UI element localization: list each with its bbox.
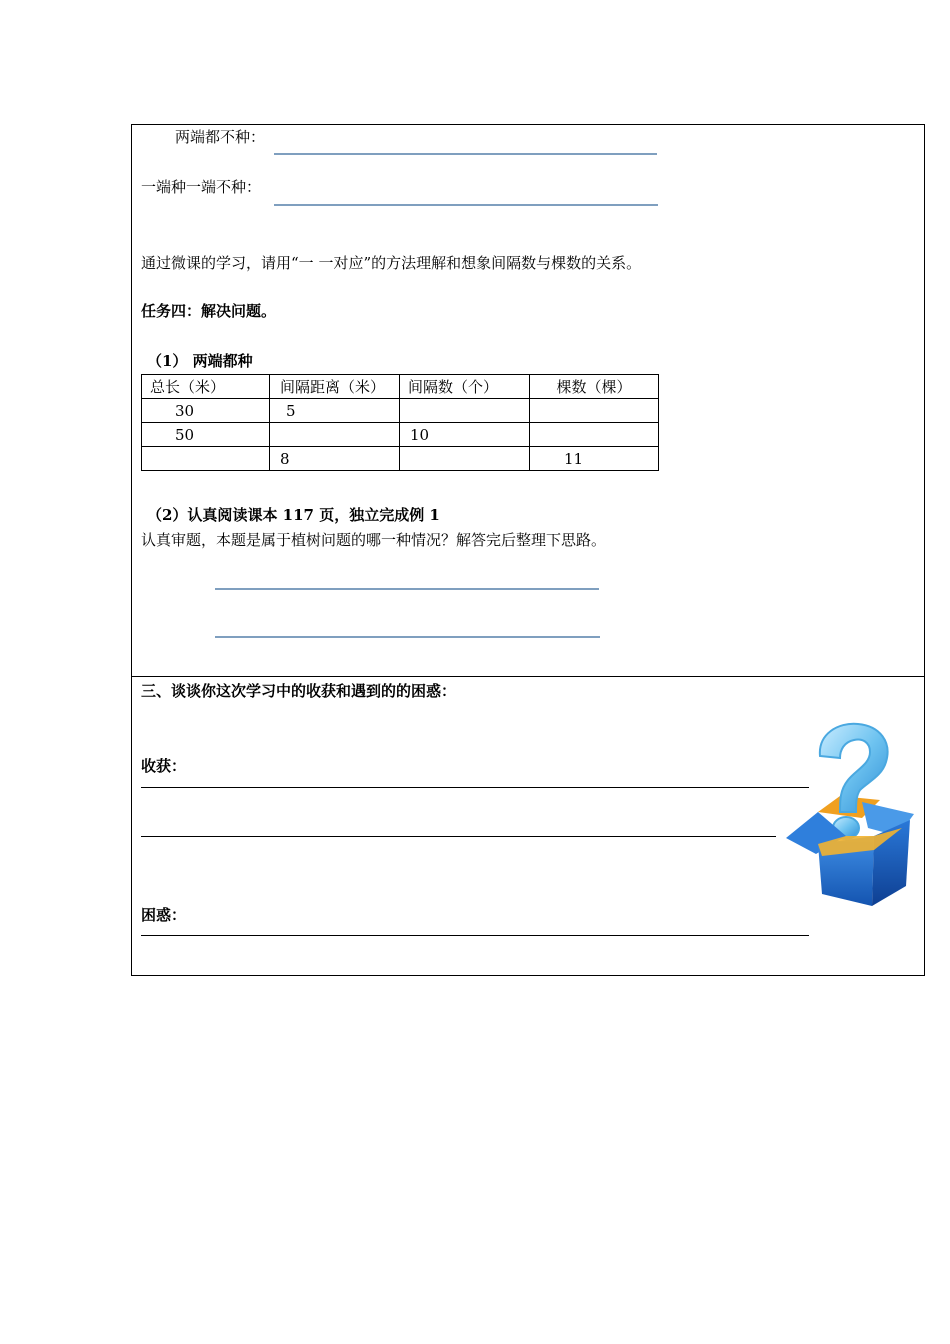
gain-answer-line-2[interactable] (141, 836, 776, 837)
confusion-label: 困惑： (141, 906, 187, 924)
section-three-title: 三、谈谈你这次学习中的收获和遇到的的困惑： (141, 682, 457, 700)
table-cell: 30 (142, 399, 270, 423)
section-divider (131, 676, 925, 677)
table-row (142, 447, 659, 471)
gain-label: 收获： (141, 757, 187, 775)
instruction-text: 通过微课的学习，请用“一 一对应”的方法理解和想象间隔数与棵数的关系。 (141, 254, 642, 272)
table-cell[interactable] (530, 423, 659, 447)
both-ends-not-label: 两端都不种： (175, 128, 266, 146)
table-cell[interactable] (530, 399, 659, 423)
table-header-row (142, 375, 659, 399)
table-cell[interactable] (400, 399, 530, 423)
table-cell: 5 (270, 399, 400, 423)
table-cell[interactable] (400, 447, 530, 471)
sub-task-2-text: 认真审题，本题是属于植树问题的哪一种情况？解答完后整理下思路。 (141, 531, 607, 549)
question-mark-hook (820, 724, 888, 812)
sub-task-1-title: （1） 两端都种 (147, 352, 253, 370)
gain-answer-line-1[interactable] (141, 787, 809, 788)
table-cell: 11 (530, 447, 659, 471)
table-cell: 50 (142, 423, 270, 447)
table-header-cell: 棵数（棵） (530, 375, 659, 399)
table-cell: 8 (270, 447, 400, 471)
one-end-answer-line[interactable] (274, 204, 658, 206)
task-four-title: 任务四：解决问题。 (141, 302, 277, 320)
example-answer-line-2[interactable] (215, 636, 600, 638)
confusion-answer-line[interactable] (141, 935, 809, 936)
table-cell[interactable] (142, 447, 270, 471)
table-header-cell: 间隔数（个） (400, 375, 530, 399)
planting-table (141, 374, 659, 471)
table-row (142, 399, 659, 423)
both-ends-not-answer-line[interactable] (274, 153, 657, 155)
table-row (142, 423, 659, 447)
example-answer-line-1[interactable] (215, 588, 599, 590)
question-mark-box-icon (782, 716, 918, 908)
table-cell[interactable] (270, 423, 400, 447)
table-cell: 10 (400, 423, 530, 447)
table-header-cell: 间隔距离（米） (270, 375, 400, 399)
one-end-label: 一端种一端不种： (141, 178, 262, 196)
sub-task-2-title: （2）认真阅读课本 117 页，独立完成例 1 (147, 506, 440, 524)
table-header-cell: 总长（米） (142, 375, 270, 399)
